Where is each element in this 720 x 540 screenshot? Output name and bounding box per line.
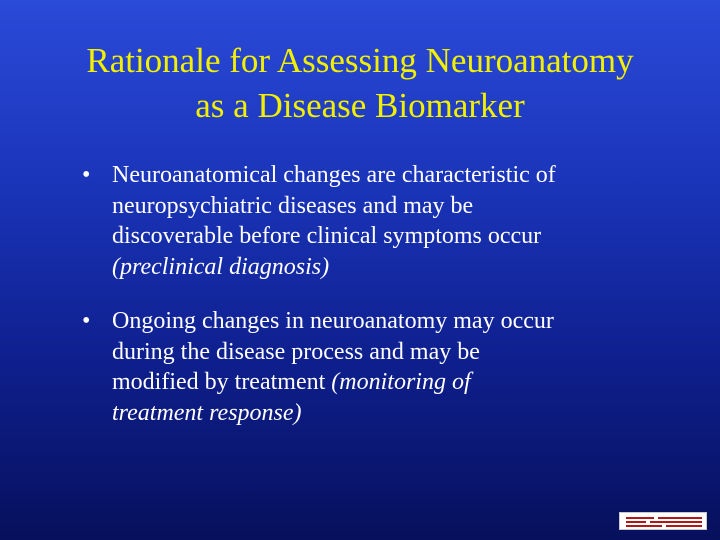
bullet-text-line: discoverable before clinical symptoms occur: [112, 223, 542, 249]
bullet-item: [82, 160, 672, 282]
title-line-2: as a Disease Biomarker: [195, 86, 525, 125]
bullet-text-line: during the disease process and may be: [112, 338, 480, 365]
bullet-text-line: Ongoing changes in neuroanatomy may occur: [112, 308, 554, 334]
bullet-text-line: neuropsychiatric diseases and may be: [112, 192, 474, 219]
bullet-emphasis: (preclinical diagnosis): [112, 253, 330, 280]
bullet-item: [82, 306, 672, 428]
bullet-emphasis: treatment response): [112, 399, 302, 426]
bullet-text-line: [112, 367, 672, 398]
slide-title: [40, 38, 680, 128]
title-line-1: Rationale for Assessing Neuroanatomy: [86, 41, 634, 80]
bullet-emphasis: (monitoring of: [331, 369, 471, 395]
bullet-dot-icon: •: [82, 162, 91, 188]
bullet-list: [82, 160, 672, 452]
institution-logo-icon: [619, 512, 707, 530]
bullet-dot-icon: •: [82, 308, 91, 334]
bullet-text-segment: modified by treatment: [112, 369, 332, 395]
bullet-text-line: Neuroanatomical changes are characteristic of: [112, 162, 556, 188]
